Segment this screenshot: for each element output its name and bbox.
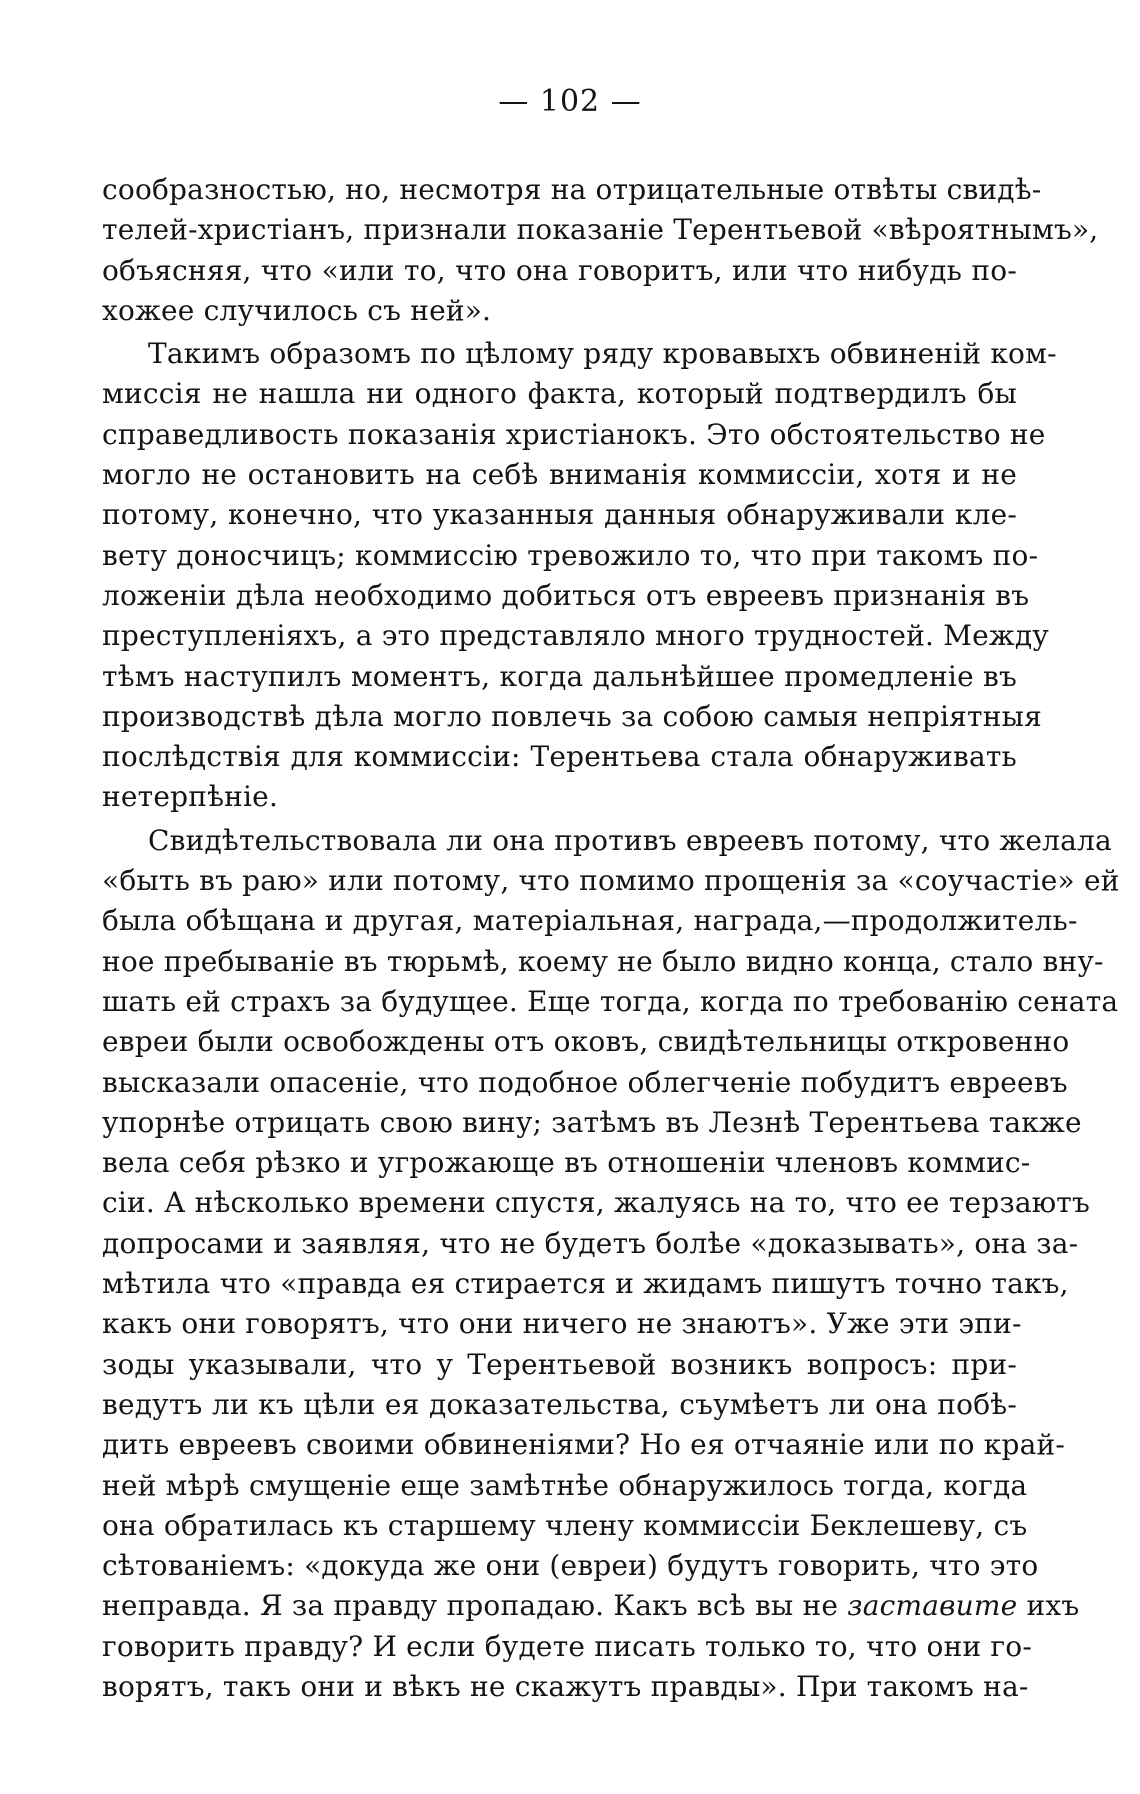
text-line: преступленіяхъ, а это представляло много трудностей. Между: [102, 619, 1049, 653]
text-line: тѣмъ наступилъ моментъ, когда дальнѣйшее промедленіе въ: [102, 659, 1017, 693]
text-line: евреи были освобождены отъ оковъ, свидѣтельницы откровенно: [102, 1025, 1070, 1059]
body-text: [102, 170, 1120, 1707]
text-line: ное пребываніе въ тюрьмѣ, коему не было видно конца, стало вну-: [102, 944, 1104, 978]
text-line: какъ они говорятъ, что они ничего не знаютъ». Уже эти эпи-: [102, 1307, 1022, 1341]
text-line: объясняя, что «или то, что она говоритъ, или что нибудь по-: [102, 253, 1017, 287]
text-line: Свидѣтельствовала ли она противъ евреевъ потому, что желала: [148, 823, 1112, 857]
italic-emphasis: заставите: [847, 1589, 1018, 1623]
text-line: телей-христіанъ, признали показаніе Терентьевой «вѣроятнымъ»,: [102, 213, 1099, 247]
text-line: ведутъ ли къ цѣли ея доказательства, съумѣетъ ли она побѣ-: [102, 1387, 1017, 1421]
text-line: могло не остановить на себѣ вниманія коммиссіи, хотя и не: [102, 458, 1017, 492]
text-line: ворятъ, такъ они и вѣкъ не скажутъ правды». При такомъ на-: [102, 1669, 1029, 1703]
text-line: ложеніи дѣла необходимо добиться отъ евреевъ признанія въ: [102, 578, 1030, 612]
text-line: ней мѣрѣ смущеніе еще замѣтнѣе обнаружилось тогда, когда: [102, 1468, 1028, 1502]
text-line: производствѣ дѣла могло повлечь за собою самыя непріятныя: [102, 699, 1042, 733]
text-line: вела себя рѣзко и угрожающе въ отношеніи членовъ коммис-: [102, 1146, 1031, 1180]
text-line: сѣтованіемъ: «докуда же они (евреи) будутъ говорить, что это: [102, 1549, 1039, 1583]
text-line-start: неправда. Я за правду пропадаю. Какъ всѣ вы не: [102, 1589, 848, 1623]
text-line: упорнѣе отрицать свою вину; затѣмъ въ Лезнѣ Терентьева также: [102, 1105, 1082, 1139]
text-line: послѣдствія для коммиссіи: Терентьева стала обнаруживать: [102, 740, 1017, 774]
text-line: миссія не нашла ни одного факта, который подтвердилъ бы: [102, 377, 1017, 411]
text-line-end: ихъ: [1017, 1589, 1080, 1623]
text-line: зоды указывали, что у Терентьевой возникъ вопросъ: при-: [102, 1347, 1017, 1381]
text-line: «быть въ раю» или потому, что помимо прощенія за «соучастіе» ей: [102, 864, 1120, 898]
text-line-with-italic: [102, 1586, 1080, 1626]
text-line: сіи. А нѣсколько времени спустя, жалуясь на то, что ее терзаютъ: [102, 1186, 1091, 1220]
text-line: хожее случилось съ ней».: [102, 293, 492, 327]
text-line: допросами и заявляя, что не будетъ болѣе «доказывать», она за-: [102, 1226, 1079, 1260]
text-line: была обѣщана и другая, матеріальная, награда,—продолжитель-: [102, 904, 1078, 938]
page-number-header: — 102 —: [498, 84, 642, 119]
text-line: она обратилась къ старшему члену коммиссіи Беклешеву, съ: [102, 1508, 1028, 1542]
text-line: шать ей страхъ за будущее. Еще тогда, когда по требованію сената: [102, 984, 1119, 1018]
text-line: сообразностью, но, несмотря на отрицательные отвѣты свидѣ-: [102, 173, 1042, 206]
text-line: высказали опасеніе, что подобное облегченіе побудитъ евреевъ: [102, 1065, 1068, 1099]
text-line: говорить правду? И если будете писать только то, что они го-: [102, 1629, 1033, 1663]
text-line: вету доносчицъ; коммиссію тревожило то, что при такомъ по-: [102, 538, 1039, 572]
text-line: нетерпѣніе.: [102, 780, 279, 814]
text-line: потому, конечно, что указанныя данныя обнаруживали кле-: [102, 498, 1017, 532]
text-line: справедливость показанія христіанокъ. Это обстоятельство не: [102, 417, 1046, 451]
text-line: дить евреевъ своими обвиненіями? Но ея отчаяніе или по край-: [102, 1428, 1066, 1462]
text-line: Такимъ образомъ по цѣлому ряду кровавыхъ обвиненій ком-: [148, 337, 1057, 371]
text-line: мѣтила что «правда ея стирается и жидамъ пишутъ точно такъ,: [102, 1267, 1069, 1301]
